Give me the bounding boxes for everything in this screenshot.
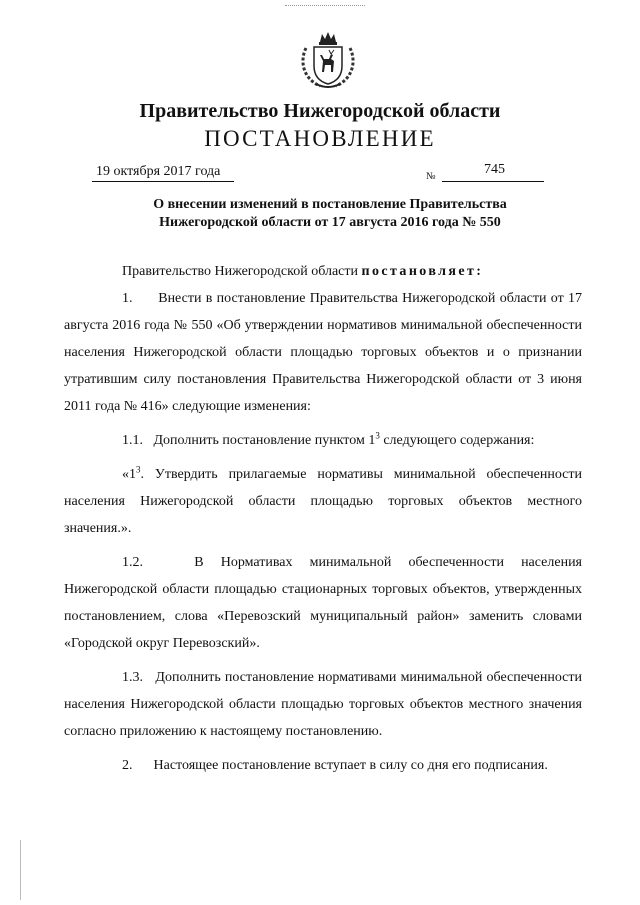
scan-artifact-line <box>285 5 365 6</box>
superscript: 3 <box>136 464 141 475</box>
coat-of-arms-emblem <box>298 28 358 90</box>
quoted-clause-text: . Утвердить прилагаемые нормативы минимальной обеспеченности населения Нижегородской области площадью торговых объектов местного значения.». <box>64 467 582 536</box>
superscript: 3 <box>375 430 380 441</box>
paragraph-1: 1. Внести в постановление Правительства Нижегородской области от 17 августа 2016 года № 550 «Об утверждении нормативов минимальной обеспеченности населения Нижегородской области площадью торговых объектов и о признании утратившим силу постановления Правительства Нижегородской области от 3 июня 2011 года № 416» следующие изменения: <box>64 291 582 414</box>
date-underline <box>92 181 234 182</box>
paragraph-1-1 <box>64 427 582 454</box>
paragraph-2: 2. Настоящее постановление вступает в силу со дня его подписания. <box>122 758 548 773</box>
intro-text: Правительство Нижегородской области <box>122 264 358 279</box>
subject-line-2: Нижегородской области от 17 августа 2016 года № 550 <box>159 215 501 230</box>
scan-edge-line <box>20 840 21 900</box>
document-body <box>64 258 582 786</box>
number-label: № <box>426 171 436 182</box>
intro-paragraph <box>64 258 582 285</box>
document-date: 19 октября 2017 года <box>96 164 221 179</box>
paragraph-1-2: 1.2. В Нормативах минимальной обеспеченности населения Нижегородской области площадью стационарных торговых объектов, утвержденных постановлением, слова «Перевозский муниципальный район» заменить словами «Городской округ Перевозский». <box>64 555 582 651</box>
paragraph-1-1-text: 1.1. Дополнить постановление пунктом 1 <box>122 433 376 448</box>
intro-decree-word: постановляет: <box>361 264 484 279</box>
quoted-clause <box>64 461 582 542</box>
quoted-clause-start: «1 <box>122 467 136 482</box>
government-title: Правительство Нижегородской области <box>139 100 501 122</box>
number-underline <box>442 181 544 182</box>
document-subject <box>80 196 580 232</box>
document-type: ПОСТАНОВЛЕНИЕ <box>204 126 436 151</box>
subject-line-1: О внесении изменений в постановление Правительства <box>153 197 507 212</box>
paragraph-1-1-tail: следующего содержания: <box>379 433 535 448</box>
paragraph-1-3: 1.3. Дополнить постановление нормативами минимальной обеспеченности населения Нижегородской области площадью торговых объектов местного значения согласно приложению к настоящему постановлению. <box>64 670 582 739</box>
document-number: 745 <box>484 162 505 177</box>
